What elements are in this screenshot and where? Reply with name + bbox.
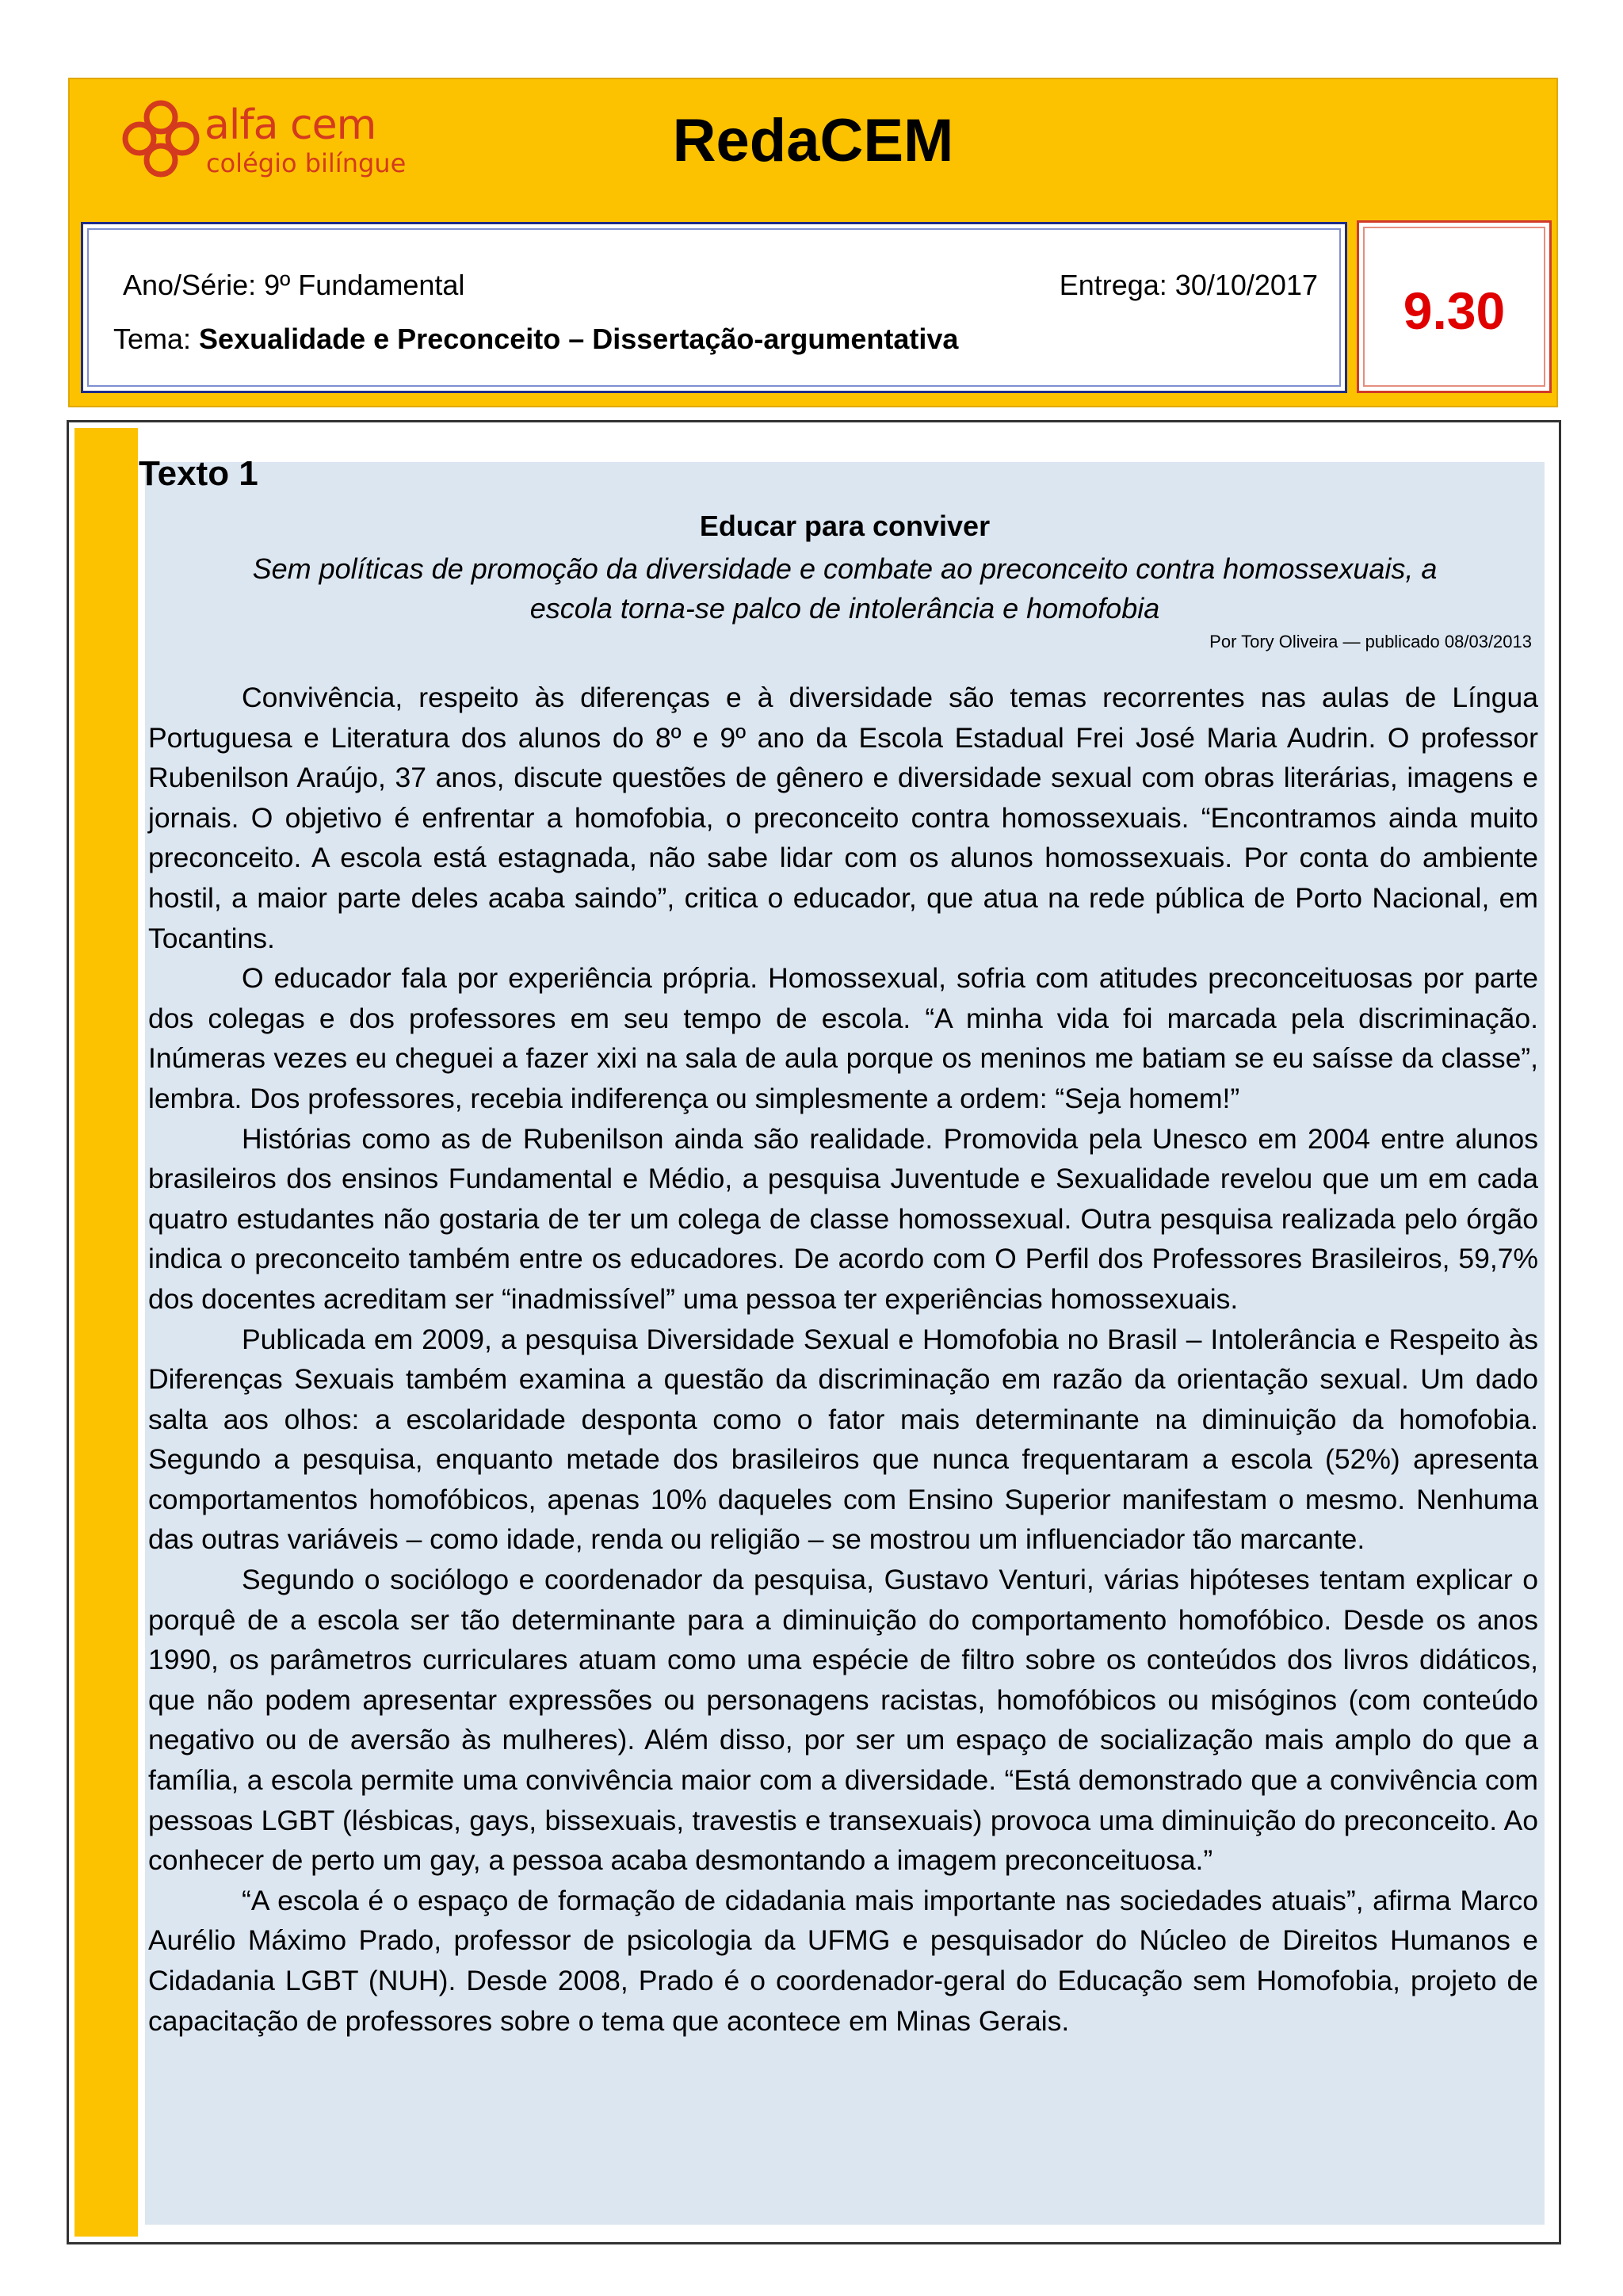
info-row-theme	[113, 323, 958, 356]
logo-subtitle: colégio bilíngue	[206, 148, 407, 178]
side-strip	[74, 428, 138, 2237]
paragraph: Convivência, respeito às diferenças e à diversidade são temas recorrentes nas aulas de Língua Portuguesa e Literatura dos alunos do 8º e 9º ano da Escola Estadual Frei José Maria Audrin. O professor Rubenilson Araújo, 37 anos, discute questões de gênero e diversidade sexual com obras literárias, imagens e jornais. O objetivo é enfrentar a homofobia, o preconceito contra homossexuais. “Encontramos ainda muito preconceito. A escola está estagnada, não sabe lidar com os alunos homossexuais. Por conta do ambiente hostil, a maior parte deles acaba saindo”, critica o educador, que atua na rede pública de Porto Nacional, em Tocantins.	[148, 682, 1538, 954]
code-box	[1357, 220, 1552, 393]
paragraph: Histórias como as de Rubenilson ainda são realidade. Promovida pela Unesco em 2004 entre alunos brasileiros dos ensinos Fundamental e Médio, a pesquisa Juventude e Sexualidade revelou que um em cada quatro estudantes não gostaria de ter um colega de classe homossexual. Outra pesquisa realizada pelo órgão indica o preconceito também entre os educadores. De acordo com O Perfil dos Professores Brasileiros, 59,7% dos docentes acreditam ser “inadmissível” uma pessoa ter experiências homossexuais.	[148, 1122, 1538, 1315]
article-subtitle: Sem políticas de promoção da diversidade e combate ao preconceito contra homossexuais, a escola torna-se palco de intolerância e homofobia	[252, 552, 1438, 625]
info-box	[81, 222, 1347, 393]
paragraph: Publicada em 2009, a pesquisa Diversidade Sexual e Homofobia no Brasil – Intolerância e Respeito às Diferenças Sexuais também examina a questão da discriminação em razão da orientação sexual. Um dado salta aos olhos: a escolaridade desponta como o fator mais determinante na diminuição da homofobia. Segundo a pesquisa, enquanto metade dos brasileiros que nunca frequentaram a escola (52%) apresenta comportamentos homofóbicos, apenas 10% daqueles com Ensino Superior manifestam o mesmo. Nenhuma das outras variáveis – como idade, renda ou religião – se mostrou um influenciador tão marcante.	[148, 1323, 1538, 1556]
article-title: Educar para conviver	[699, 510, 991, 542]
assignment-code: 9.30	[1403, 281, 1506, 340]
article-body	[148, 678, 1538, 2041]
text-label: Texto 1	[139, 454, 258, 493]
paragraph: O educador fala por experiência própria. Homossexual, sofria com atitudes preconceituosas por parte dos colegas e dos professores em seu tempo de escola. “A minha vida foi marcada pela discriminação. Inúmeras vezes eu cheguei a fazer xixi na sala de aula porque os meninos me batiam se eu saísse da classe”, lembra. Dos professores, recebia indiferença ou simplesmente a ordem: “Seja homem!”	[148, 962, 1538, 1114]
paragraph: “A escola é o espaço de formação de cidadania mais importante nas sociedades atuais”, afirma Marco Aurélio Máximo Prado, professor de psicologia da UFMG e pesquisador do Núcleo de Direitos Humanos e Cidadania LGBT (NUH). Desde 2008, Prado é o coordenador-geral do Educação sem Homofobia, projeto de capacitação de professores sobre o tema que acontece em Minas Gerais.	[148, 1884, 1538, 2037]
logo-name: alfa cem	[204, 101, 376, 149]
theme-label: Tema:	[113, 323, 200, 355]
info-row-grade	[123, 269, 1318, 302]
content-frame	[67, 420, 1561, 2244]
header-banner	[68, 78, 1558, 407]
grade-text: Ano/Série: 9º Fundamental	[123, 269, 465, 301]
article-byline: Por Tory Oliveira — publicado 08/03/2013	[1209, 632, 1532, 651]
paragraph: Segundo o sociólogo e coordenador da pesquisa, Gustavo Venturi, várias hipóteses tentam explicar o porquê de a escola ser tão determinante para a diminuição do comportamento homofóbico. Desde os anos 1990, os parâmetros curriculares atuam como uma espécie de filtro sobre os conteúdos dos livros didáticos, que não podem apresentar expressões ou personagens racistas, homofóbicos ou misóginos (com conteúdo negativo ou de aversão às mulheres). Além disso, por ser um espaço de socialização mais amplo do que a família, a escola permite uma convivência maior com a diversidade. “Está demonstrado que a convivência com pessoas LGBT (lésbicas, gays, bissexuais, travestis e transexuais) provoca uma diminuição do preconceito. Ao conhecer de perto um gay, a pessoa acaba desmontando a imagem preconceituosa.”	[148, 1564, 1538, 1877]
delivery-date: Entrega: 30/10/2017	[1059, 269, 1318, 301]
theme-value: Sexualidade e Preconceito – Dissertação-argumentativa	[199, 323, 959, 355]
page-title: RedaCEM	[672, 107, 954, 174]
